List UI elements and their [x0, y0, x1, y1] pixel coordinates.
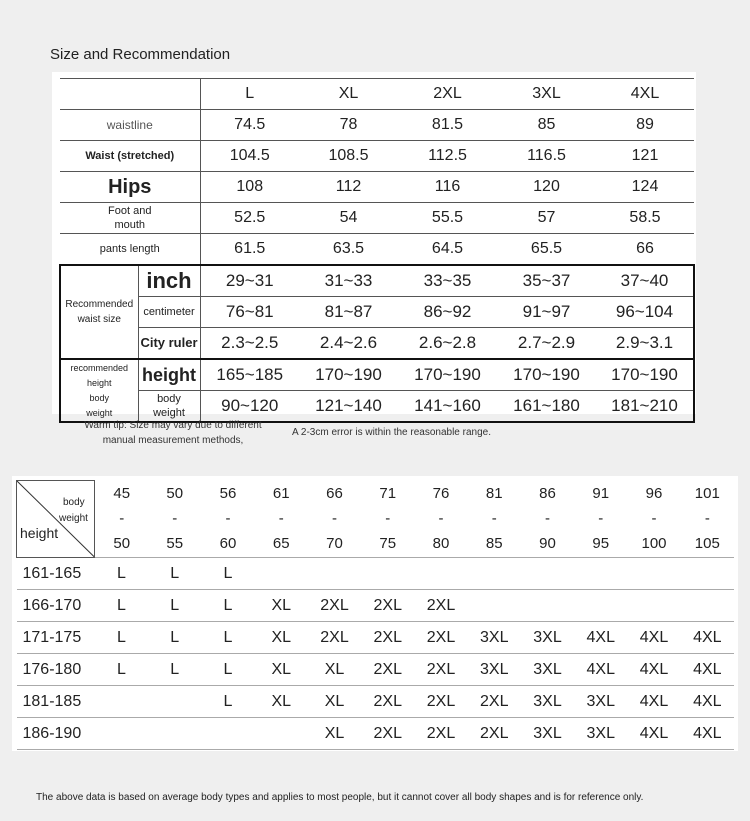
range-dash: -: [438, 510, 444, 528]
value-cell: 85: [497, 110, 596, 141]
size-cell: XL: [255, 654, 308, 686]
value-cell: 2.3~2.5: [200, 328, 299, 360]
value-cell: 35~37: [497, 265, 596, 297]
range-dash: -: [491, 510, 497, 528]
size-cell: 2XL: [308, 590, 361, 622]
value-cell: 165~185: [200, 359, 299, 391]
weight-range-header: [255, 481, 308, 558]
size-cell: 4XL: [681, 718, 734, 750]
size-cell: 2XL: [414, 718, 467, 750]
value-cell: 81~87: [299, 297, 398, 328]
weight-to: 105: [694, 535, 720, 553]
weight-range-header: [95, 481, 148, 558]
row-label: City ruler: [138, 328, 200, 360]
size-cell: [255, 718, 308, 750]
range-dash: -: [225, 510, 231, 528]
table-row: [17, 622, 735, 654]
size-cell: L: [95, 622, 148, 654]
warm-tip: Warm tip: Size may vary due to different manual measurement methods,: [84, 420, 262, 446]
size-cell: 3XL: [521, 686, 574, 718]
value-cell: 66: [596, 234, 694, 266]
weight-range-header: [308, 481, 361, 558]
weight-to: 85: [485, 535, 503, 553]
weight-range-header: [361, 481, 414, 558]
value-cell: 104.5: [200, 141, 299, 172]
value-cell: 64.5: [398, 234, 497, 266]
value-cell: 54: [299, 203, 398, 234]
value-cell: 2.4~2.6: [299, 328, 398, 360]
size-cell: [627, 558, 680, 590]
size-cell: L: [95, 558, 148, 590]
measurement-row: [60, 172, 694, 203]
measurement-row: [60, 110, 694, 141]
row-label: centimeter: [138, 297, 200, 328]
range-dash: -: [172, 510, 178, 528]
height-range: 171-175: [17, 622, 95, 654]
size-cell: 4XL: [574, 654, 627, 686]
recommended-waist-label: Recommended waist size: [60, 265, 138, 359]
size-cell: [414, 558, 467, 590]
weight-range-header: [148, 481, 201, 558]
value-cell: 2.6~2.8: [398, 328, 497, 360]
table-row: [17, 686, 735, 718]
size-cell: [681, 590, 734, 622]
table-row: [17, 590, 735, 622]
weight-to: 80: [432, 535, 450, 553]
row-label: inch: [138, 265, 200, 297]
size-cell: 2XL: [468, 686, 521, 718]
size-cell: L: [148, 558, 201, 590]
range-dash: -: [278, 510, 284, 528]
value-cell: 124: [596, 172, 694, 203]
size-table: [59, 78, 695, 423]
range-dash: -: [704, 510, 710, 528]
weight-from: 86: [539, 485, 556, 503]
measurement-row: [60, 141, 694, 172]
size-cell: L: [148, 590, 201, 622]
value-cell: 65.5: [497, 234, 596, 266]
value-cell: 170~190: [497, 359, 596, 391]
value-cell: 170~190: [299, 359, 398, 391]
row-label: height: [138, 359, 200, 391]
weight-to: 70: [326, 535, 343, 553]
weight-header-row: [17, 481, 735, 558]
size-cell: 4XL: [681, 654, 734, 686]
value-cell: 161~180: [497, 391, 596, 423]
size-cell: XL: [308, 654, 361, 686]
size-cell: L: [148, 622, 201, 654]
size-cell: 2XL: [414, 654, 467, 686]
value-cell: 96~104: [596, 297, 694, 328]
weight-range-header: [201, 481, 254, 558]
size-cell: [521, 590, 574, 622]
value-cell: 2.7~2.9: [497, 328, 596, 360]
weight-range-header: [627, 481, 680, 558]
height-range: 161-165: [17, 558, 95, 590]
weight-range-header: [414, 481, 467, 558]
value-cell: 141~160: [398, 391, 497, 423]
value-cell: 108: [200, 172, 299, 203]
size-cell: 2XL: [414, 686, 467, 718]
size-header: 2XL: [398, 79, 497, 110]
value-cell: 29~31: [200, 265, 299, 297]
weight-to: 95: [592, 535, 610, 553]
size-cell: [468, 590, 521, 622]
weight-from: 91: [592, 485, 610, 503]
error-note: A 2-3cm error is within the reasonable range.: [292, 427, 491, 438]
value-cell: 55.5: [398, 203, 497, 234]
value-cell: 170~190: [596, 359, 694, 391]
value-cell: 120: [497, 172, 596, 203]
size-cell: 4XL: [627, 654, 680, 686]
value-cell: 90~120: [200, 391, 299, 423]
size-cell: L: [201, 686, 254, 718]
weight-to: 50: [113, 535, 131, 553]
size-cell: 2XL: [361, 654, 414, 686]
height-range: 166-170: [17, 590, 95, 622]
size-cell: [308, 558, 361, 590]
value-cell: 61.5: [200, 234, 299, 266]
weight-from: 45: [113, 485, 131, 503]
value-cell: 108.5: [299, 141, 398, 172]
size-cell: 2XL: [361, 686, 414, 718]
size-cell: 3XL: [468, 654, 521, 686]
size-cell: 2XL: [361, 718, 414, 750]
value-cell: 121: [596, 141, 694, 172]
section-title: Size and Recommendation: [50, 46, 231, 63]
weight-range-header: [468, 481, 521, 558]
value-cell: 2.9~3.1: [596, 328, 694, 360]
range-dash: -: [598, 510, 604, 528]
value-cell: 33~35: [398, 265, 497, 297]
value-cell: 91~97: [497, 297, 596, 328]
value-cell: 37~40: [596, 265, 694, 297]
size-cell: L: [201, 622, 254, 654]
table-row: [17, 654, 735, 686]
size-cell: XL: [255, 622, 308, 654]
value-cell: 170~190: [398, 359, 497, 391]
size-cell: 2XL: [468, 718, 521, 750]
size-cell: 3XL: [521, 718, 574, 750]
row-label: Hips: [60, 172, 200, 203]
value-cell: 86~92: [398, 297, 497, 328]
size-cell: 4XL: [681, 622, 734, 654]
size-cell: [468, 558, 521, 590]
row-label: pants length: [60, 234, 200, 266]
weight-from: 56: [219, 485, 237, 503]
size-cell: 2XL: [414, 590, 467, 622]
size-cell: XL: [255, 686, 308, 718]
size-recommendation-table: [16, 480, 734, 750]
height-range: 176-180: [17, 654, 95, 686]
weight-to: 100: [641, 535, 667, 553]
value-cell: 57: [497, 203, 596, 234]
size-cell: [148, 718, 201, 750]
range-dash: -: [119, 510, 125, 528]
size-cell: 3XL: [468, 622, 521, 654]
size-cell: [201, 718, 254, 750]
size-cell: [361, 558, 414, 590]
size-cell: XL: [308, 718, 361, 750]
weight-to: 75: [379, 535, 397, 553]
size-cell: [574, 558, 627, 590]
weight-to: 55: [166, 535, 184, 553]
size-cell: [521, 558, 574, 590]
weight-range-header: [574, 481, 627, 558]
value-cell: 76~81: [200, 297, 299, 328]
size-cell: L: [201, 590, 254, 622]
size-cell: [627, 590, 680, 622]
size-cell: [681, 558, 734, 590]
value-cell: 81.5: [398, 110, 497, 141]
size-header: 3XL: [497, 79, 596, 110]
value-cell: 52.5: [200, 203, 299, 234]
weight-from: 61: [272, 485, 290, 503]
value-cell: 63.5: [299, 234, 398, 266]
value-cell: 58.5: [596, 203, 694, 234]
size-cell: L: [95, 590, 148, 622]
size-cell: 3XL: [521, 654, 574, 686]
size-cell: 3XL: [574, 686, 627, 718]
size-header: L: [200, 79, 299, 110]
weight-from: 50: [166, 485, 184, 503]
table-row: [17, 558, 735, 590]
range-dash: -: [385, 510, 391, 528]
recommended-waist-row: [60, 265, 694, 297]
recommended-height-row: [60, 359, 694, 391]
weight-range-header: [681, 481, 734, 558]
weight-from: 66: [326, 485, 343, 503]
size-cell: 4XL: [627, 622, 680, 654]
size-cell: 4XL: [627, 718, 680, 750]
weight-from: 81: [485, 485, 503, 503]
corner-weight-label: body: [63, 497, 85, 508]
value-cell: 31~33: [299, 265, 398, 297]
size-cell: 2XL: [414, 622, 467, 654]
row-label: waistline: [60, 110, 200, 141]
weight-from: 96: [645, 485, 663, 503]
size-header: XL: [299, 79, 398, 110]
row-label: Foot and mouth: [60, 203, 200, 234]
size-cell: [574, 590, 627, 622]
recommended-waist-row: [60, 297, 694, 328]
range-dash: -: [651, 510, 657, 528]
size-cell: 4XL: [681, 686, 734, 718]
size-cell: 2XL: [361, 590, 414, 622]
weight-from: 101: [694, 485, 720, 503]
corner-height-label: height: [20, 525, 59, 541]
range-dash: -: [332, 510, 337, 528]
value-cell: 78: [299, 110, 398, 141]
table-row: [17, 718, 735, 750]
size-cell: 3XL: [574, 718, 627, 750]
value-cell: 89: [596, 110, 694, 141]
value-cell: 116: [398, 172, 497, 203]
weight-from: 76: [432, 485, 450, 503]
size-cell: 2XL: [361, 622, 414, 654]
value-cell: 112.5: [398, 141, 497, 172]
size-header: 4XL: [596, 79, 694, 110]
size-cell: L: [148, 654, 201, 686]
value-cell: 121~140: [299, 391, 398, 423]
weight-to: 60: [219, 535, 237, 553]
size-cell: [255, 558, 308, 590]
size-cell: 4XL: [574, 622, 627, 654]
size-cell: 3XL: [521, 622, 574, 654]
value-cell: 116.5: [497, 141, 596, 172]
recommended-height-label: recommended height body weight: [60, 359, 138, 422]
size-cell: XL: [308, 686, 361, 718]
size-cell: [95, 718, 148, 750]
weight-from: 71: [379, 485, 397, 503]
recommended-waist-row: [60, 328, 694, 360]
corner-weight-label: weight: [59, 513, 88, 524]
weight-to: 90: [539, 535, 556, 553]
measurement-row: [60, 203, 694, 234]
size-cell: L: [201, 654, 254, 686]
size-cell: XL: [255, 590, 308, 622]
size-cell: L: [201, 558, 254, 590]
value-cell: 181~210: [596, 391, 694, 423]
size-header-row: [60, 79, 694, 110]
measurement-row: [60, 234, 694, 266]
row-label: body weight: [138, 391, 200, 423]
size-cell: L: [95, 654, 148, 686]
value-cell: 112: [299, 172, 398, 203]
height-range: 181-185: [17, 686, 95, 718]
size-cell: [148, 686, 201, 718]
size-cell: 4XL: [627, 686, 680, 718]
value-cell: 74.5: [200, 110, 299, 141]
weight-to: 65: [272, 535, 290, 553]
height-range: 186-190: [17, 718, 95, 750]
corner-cell: [17, 481, 95, 558]
row-label: Waist (stretched): [60, 141, 200, 172]
footer-note: The above data is based on average body types and applies to most people, but it cannot cover all body shapes and is for reference only.: [36, 792, 644, 803]
size-cell: 2XL: [308, 622, 361, 654]
size-cell: [95, 686, 148, 718]
range-dash: -: [545, 510, 550, 528]
header-empty-cell: [60, 79, 200, 110]
weight-range-header: [521, 481, 574, 558]
